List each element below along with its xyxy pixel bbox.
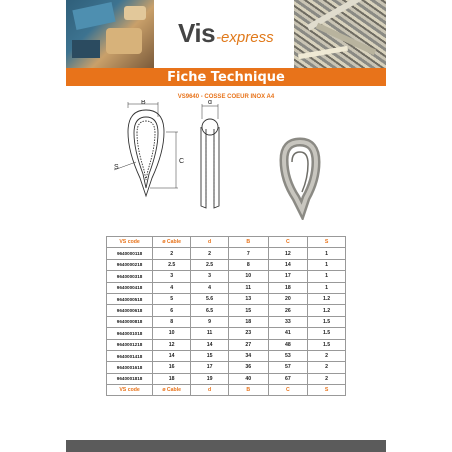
label-c: C <box>179 158 185 165</box>
cell: 8 <box>153 316 191 327</box>
cell: 1.2 <box>308 293 346 304</box>
cell: 9640001418 <box>107 350 153 361</box>
footer-c: C <box>268 385 308 396</box>
cell: 2 <box>308 362 346 373</box>
cell: 4 <box>191 282 229 293</box>
table-header-row <box>107 237 346 248</box>
cell: 3 <box>153 271 191 282</box>
header-s: S <box>308 237 346 248</box>
cell: 9640000418 <box>107 282 153 293</box>
label-d: d <box>208 100 212 106</box>
header-cable: ø Cable <box>153 237 191 248</box>
cell: 57 <box>268 362 308 373</box>
cell: 41 <box>268 328 308 339</box>
cell: 1 <box>308 282 346 293</box>
technical-sheet <box>66 0 386 452</box>
cell: 67 <box>268 373 308 384</box>
cell: 5.6 <box>191 293 229 304</box>
cell: 11 <box>228 282 268 293</box>
cell: 1 <box>308 248 346 259</box>
spec-table <box>106 236 346 396</box>
footer-bar <box>66 440 386 452</box>
header-b: B <box>228 237 268 248</box>
thimble-front-view <box>114 102 178 196</box>
cell: 15 <box>191 350 229 361</box>
product-title: VS9640 - COSSE COEUR INOX A4 <box>177 94 275 100</box>
cell: 27 <box>228 339 268 350</box>
cell: 53 <box>268 350 308 361</box>
cell: 2 <box>191 248 229 259</box>
footer-s: S <box>308 385 346 396</box>
cell: 1.5 <box>308 339 346 350</box>
cell: 26 <box>268 305 308 316</box>
cell: 23 <box>228 328 268 339</box>
cell: 10 <box>228 271 268 282</box>
cell: 1.5 <box>308 328 346 339</box>
screws-photo <box>294 0 386 68</box>
cell: 17 <box>191 362 229 373</box>
cell: 9640000218 <box>107 259 153 270</box>
cell: 6 <box>153 305 191 316</box>
cell: 16 <box>153 362 191 373</box>
header-vs-code: VS code <box>107 237 153 248</box>
technical-drawing <box>106 100 346 220</box>
cell: 12 <box>153 339 191 350</box>
footer-vs-code: VS code <box>107 385 153 396</box>
cell: 40 <box>228 373 268 384</box>
table-row <box>107 271 346 282</box>
cell: 2.5 <box>153 259 191 270</box>
header <box>66 0 386 68</box>
table-row <box>107 362 346 373</box>
header-d: d <box>191 237 229 248</box>
cell: 17 <box>268 271 308 282</box>
cell: 9640001218 <box>107 339 153 350</box>
table-row <box>107 248 346 259</box>
cell: 19 <box>191 373 229 384</box>
cell: 33 <box>268 316 308 327</box>
label-s: S <box>114 164 119 171</box>
cell: 18 <box>153 373 191 384</box>
label-b: B <box>141 100 146 106</box>
cell: 9 <box>191 316 229 327</box>
cell: 2 <box>153 248 191 259</box>
header-c: C <box>268 237 308 248</box>
cell: 1.5 <box>308 316 346 327</box>
table-footer-row <box>107 385 346 396</box>
table-row <box>107 339 346 350</box>
thimble-photo <box>284 142 316 210</box>
table-row <box>107 293 346 304</box>
band-title: Fiche Technique <box>167 69 285 85</box>
table-body <box>107 248 346 385</box>
cell: 11 <box>191 328 229 339</box>
cell: 9640001818 <box>107 373 153 384</box>
cell: 14 <box>191 339 229 350</box>
table-row <box>107 316 346 327</box>
cell: 9640001618 <box>107 362 153 373</box>
cell: 36 <box>228 362 268 373</box>
cell: 9640000818 <box>107 316 153 327</box>
cell: 12 <box>268 248 308 259</box>
title-band <box>66 68 386 86</box>
cell: 48 <box>268 339 308 350</box>
cell: 18 <box>228 316 268 327</box>
cell: 13 <box>228 293 268 304</box>
cell: 18 <box>268 282 308 293</box>
cell: 9640000118 <box>107 248 153 259</box>
table-row <box>107 350 346 361</box>
cell: 15 <box>228 305 268 316</box>
cell: 9640000618 <box>107 305 153 316</box>
cell: 20 <box>268 293 308 304</box>
table-row <box>107 305 346 316</box>
table-row <box>107 328 346 339</box>
cell: 9640000518 <box>107 293 153 304</box>
cell: 2 <box>308 373 346 384</box>
cell: 10 <box>153 328 191 339</box>
footer-d: d <box>191 385 229 396</box>
cell: 34 <box>228 350 268 361</box>
cell: 9640000318 <box>107 271 153 282</box>
cell: 2.5 <box>191 259 229 270</box>
cell: 8 <box>228 259 268 270</box>
cell: 5 <box>153 293 191 304</box>
table-row <box>107 259 346 270</box>
cell: 3 <box>191 271 229 282</box>
cell: 14 <box>153 350 191 361</box>
table-row <box>107 373 346 384</box>
brand-logo <box>178 18 274 50</box>
brand-main: Vis <box>178 18 216 48</box>
cell: 4 <box>153 282 191 293</box>
cell: 9640001018 <box>107 328 153 339</box>
footer-cable: ø Cable <box>153 385 191 396</box>
cell: 1 <box>308 259 346 270</box>
cell: 14 <box>268 259 308 270</box>
footer-b: B <box>228 385 268 396</box>
table-row <box>107 282 346 293</box>
brand-sub: -express <box>216 29 274 46</box>
thimble-side-view <box>201 104 219 208</box>
cell: 1.2 <box>308 305 346 316</box>
cell: 7 <box>228 248 268 259</box>
tools-photo <box>66 0 154 68</box>
cell: 2 <box>308 350 346 361</box>
cell: 6.5 <box>191 305 229 316</box>
cell: 1 <box>308 271 346 282</box>
